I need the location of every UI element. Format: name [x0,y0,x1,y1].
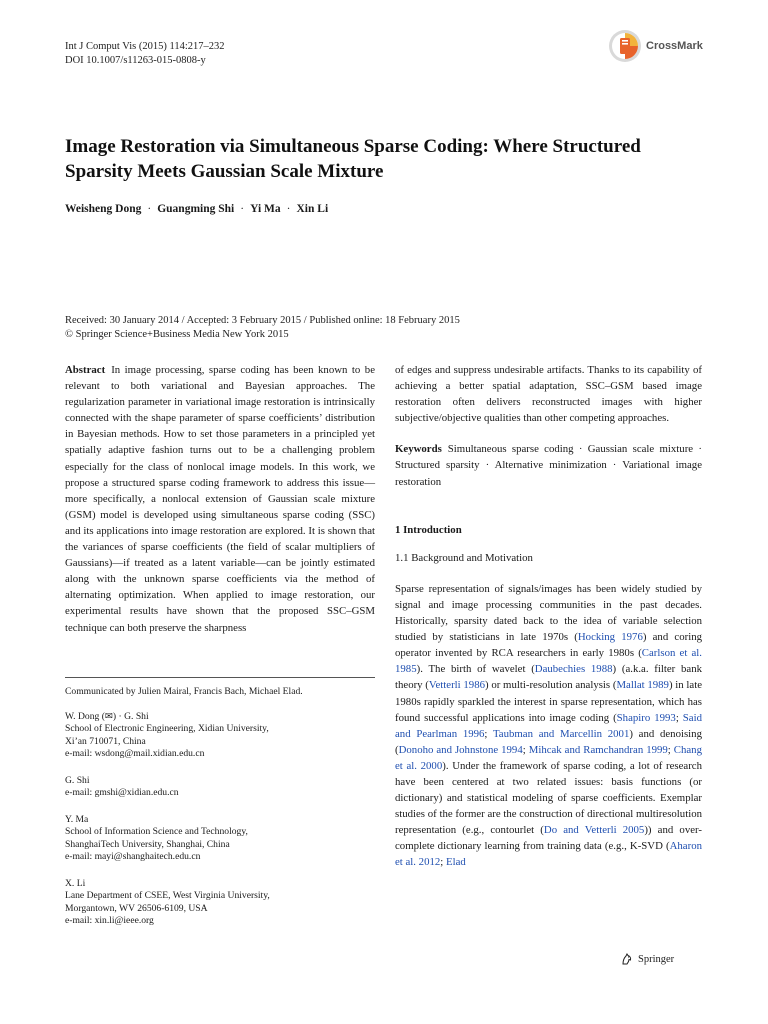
intro-text: ; [522,743,529,756]
intro-text: )) and over-complete dictionary learning from training data (e.g., K-SVD ( [395,824,702,853]
author-separator: · [240,203,245,215]
intro-text: ). The birth of wavelet ( [416,663,535,676]
abstract-label: Abstract [65,364,106,376]
affiliation-block [65,878,375,928]
left-column [65,362,375,636]
crossmark-label: CrossMark [646,40,703,52]
affiliation-line: Y. Ma [65,813,89,825]
intro-text: ) in late 1980s rapidly sparkled the interest in sparse representation, which has found successful applications into image coding ( [395,679,702,724]
intro-text: ; [675,711,683,724]
crossmark-button[interactable] [608,29,703,63]
intro-text: ). Under the framework of sparse coding, a lot of research have been centered at two related issues: basis functions (or dictionary) and statistical modeling of sparse coefficients. Exemplar studies of the former are the construction of directional multiresolution representation (e.g., contourlet ( [395,759,702,837]
author-list [65,203,328,215]
doi[interactable]: DOI 10.1007/s11263-015-0808-y [65,55,206,66]
history-line: Received: 30 January 2014 / Accepted: 3 February 2015 / Published online: 18 February 2015 [65,315,460,326]
author-name[interactable]: Guangming Shi [157,203,235,215]
intro-text: ; [484,727,493,740]
affiliation-block [65,711,375,761]
publisher-footer [620,952,674,966]
affiliation-line: Morgantown, WV 26506-6109, USA [65,902,208,914]
subsection-heading: 1.1 Background and Motivation [395,551,533,564]
citation-link[interactable]: Hocking 1976 [577,631,643,644]
journal-meta [65,40,225,68]
publication-dates [65,314,705,342]
paper-title: Image Restoration via Simultaneous Sparse Coding: Where Structured Sparsity Meets Gaussian Scale Mixture [65,136,641,182]
citation-link[interactable]: Chang et al. 2000 [395,743,702,772]
citation-link[interactable]: Daubechies 1988 [534,663,613,676]
citation-link[interactable]: Donoho and Johnstone 1994 [398,743,523,756]
author-name[interactable]: Xin Li [296,203,329,215]
footnote-divider [65,677,375,678]
keywords-label: Keywords [395,443,442,456]
publisher-name: Springer [638,953,675,965]
citation-link[interactable]: Taubman and Marcellin 2001 [492,727,630,740]
email-link[interactable]: e-mail: xin.li@ieee.org [65,915,154,926]
footnote [65,686,375,942]
intro-text: ) (a.k.a. filter bank theory ( [395,663,703,692]
citation-link[interactable]: Shapiro 1993 [616,711,676,724]
intro-text: ) and denoising ( [395,727,702,756]
citation-link[interactable]: Elad [445,856,466,869]
email-link[interactable]: e-mail: gmshi@xidian.edu.cn [65,787,179,798]
email-link[interactable]: e-mail: mayi@shanghaitech.edu.cn [65,851,201,862]
citation-link[interactable]: Said and Pearlman 1996 [395,711,702,740]
abstract [65,362,375,636]
journal-citation: Int J Comput Vis (2015) 114:217–232 [65,41,225,52]
author-separator: · [147,203,152,215]
affiliation-block [65,775,375,800]
affiliation-line: School of Electronic Engineering, Xidian University, [65,723,269,734]
section-heading: 1 Introduction [395,523,462,536]
affiliation-block [65,814,375,864]
intro-text: Sparse representation of signals/images has been widely studied by signal and image processing communities in the past decades. Historically, sparsity dated back to the idea of variable selection studied by statisticians in late 1970s ( [395,582,702,644]
intro-text: ; [667,743,674,756]
affiliation-line: X. Li [65,877,86,889]
author-name[interactable]: Weisheng Dong [65,203,142,215]
author-separator: · [286,203,291,215]
intro-text: ) or multi-resolution analysis ( [485,679,617,692]
intro-text: ) and coring operator invented by RCA researchers in early 1980s ( [395,631,702,660]
affiliation-line: W. Dong (✉) · G. Shi [65,710,149,722]
citation-link[interactable]: Mihcak and Ramchandran 1999 [528,743,668,756]
affiliation-line: Xi’an 710071, China [65,735,146,747]
crossmark-icon [608,29,642,63]
keywords [395,441,702,489]
citation-link[interactable]: Aharon et al. 2012 [395,840,702,869]
abstract-continuation: of edges and suppress undesirable artifacts. Thanks to its capability of achieving a better spatial adaptation, SSC–GSM based image restoration often delivers reconstructed images with higher subjective/objective qualities than other competing approaches. [395,364,702,425]
citation-link[interactable]: Carlson et al. 1985 [395,647,702,676]
right-column [395,362,702,871]
affiliation-line: School of Information Science and Technology, [65,826,248,837]
affiliation-line: Lane Department of CSEE, West Virginia University, [65,890,270,901]
email-link[interactable]: e-mail: wsdong@mail.xidian.edu.cn [65,748,205,759]
springer-horse-icon [620,952,634,966]
citation-link[interactable]: Do and Vetterli 2005 [543,824,645,837]
affiliation-line: ShanghaiTech University, Shanghai, China [65,838,230,850]
copyright-line: © Springer Science+Business Media New York 2015 [65,329,289,340]
keywords-text: Simultaneous sparse coding · Gaussian scale mixture · Structured sparsity · Alternative minimization · Variational image restoration [395,443,702,488]
intro-text: ; [440,856,446,869]
abstract-text: In image processing, sparse coding has been known to be relevant to both variational and Bayesian approaches. The regularization parameter in variational image restoration is intrinsically connected with the shape parameter of sparse coefficients’ distribution in Bayesian methods. How to set those parameters in a principled yet spatially adaptive fashion turns out to be a challenging problem especially for the class of nonlocal image models. In this work, we propose a structured sparse coding framework to address this issue—more specifically, a nonlocal extension of Gaussian scale mixture (GSM) model is developed using simultaneous sparse coding (SSC) and its applications into image restoration are explored. It is shown that the variances of sparse coefficients (the field of scalar multipliers of Gaussians)—if treated as a latent variable—can be jointly estimated along with the unknown sparse coefficients via the method of alternating optimization. When applied to image restoration, our experimental results have shown that the proposed SSC–GSM technique can both preserve the sharpness [65,364,375,634]
author-name[interactable]: Yi Ma [250,203,281,215]
citation-link[interactable]: Vetterli 1986 [428,679,486,692]
communicated-by: Communicated by Julien Mairal, Francis Bach, Michael Elad. [65,686,303,697]
citation-link[interactable]: Mallat 1989 [616,679,669,692]
intro-paragraph [395,581,702,871]
affiliation-line: G. Shi [65,774,90,786]
